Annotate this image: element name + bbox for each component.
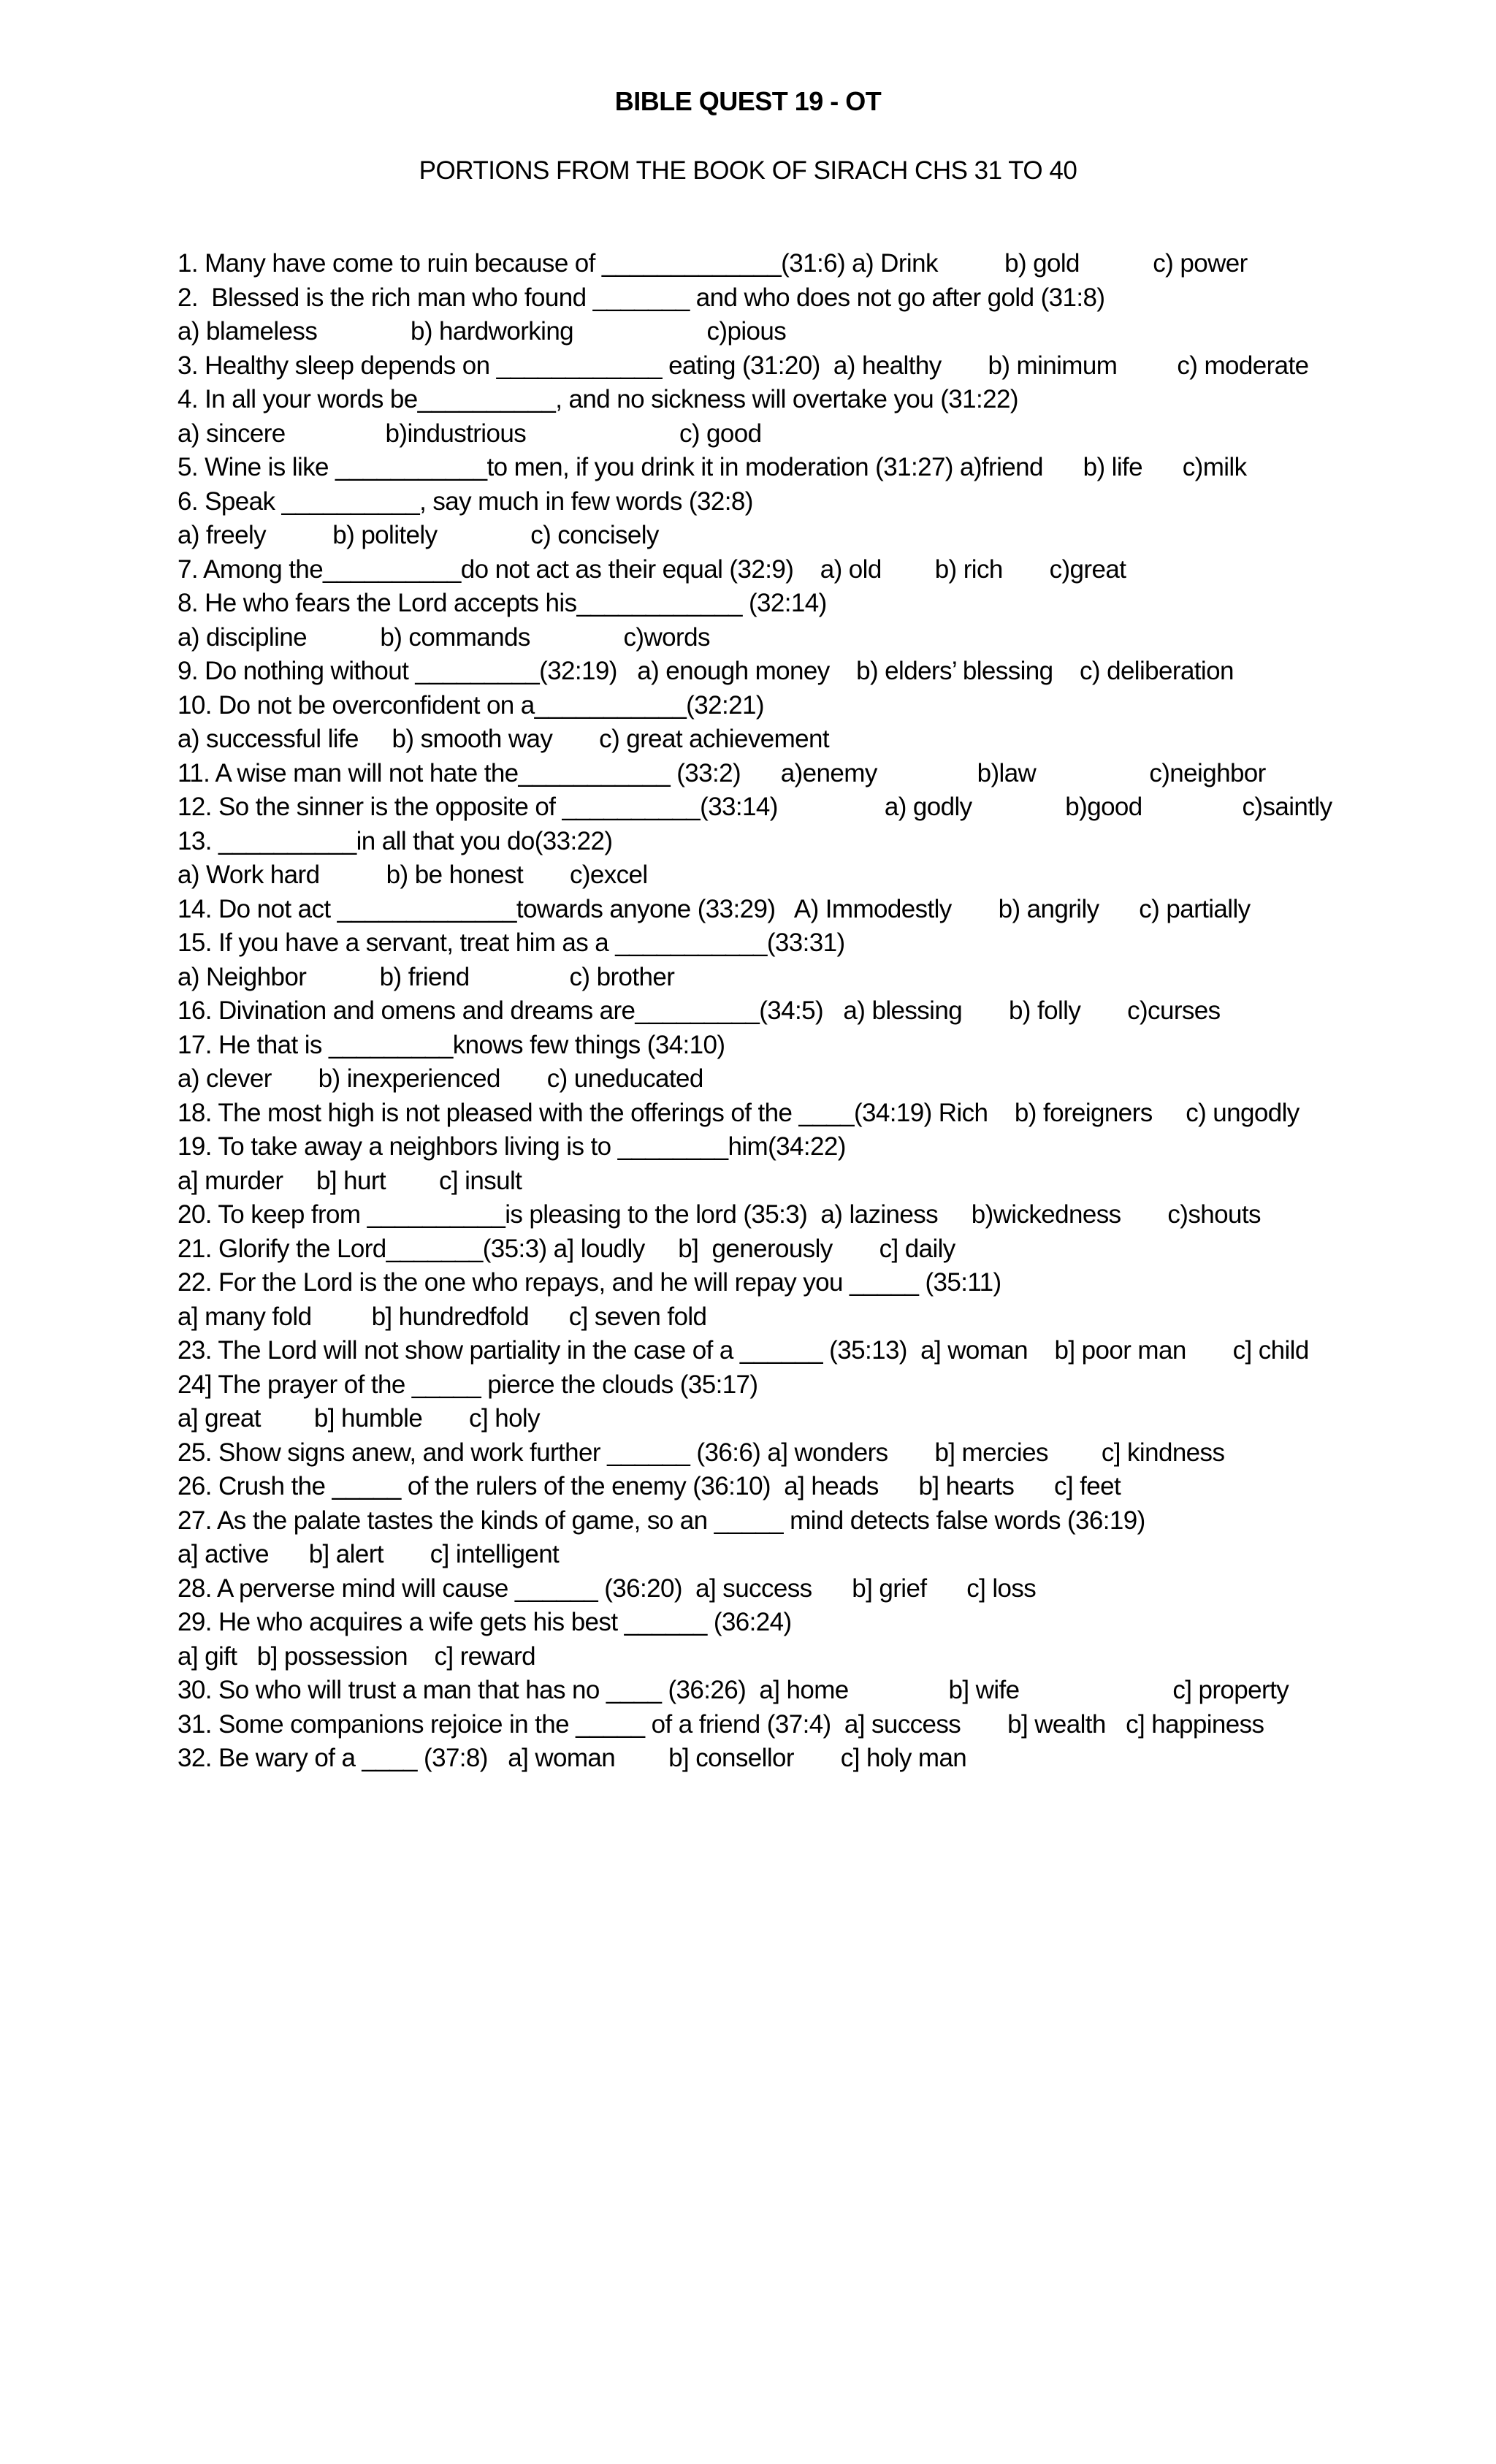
question-line: 30. So who will trust a man that has no ____ (36:26) a] home b] wife c] property — [178, 1676, 1289, 1704]
question-line: 14. Do not act _____________towards anyone (33:29) A) Immodestly b) angrily c) partially — [178, 894, 1251, 923]
question-line: 2. Blessed is the rich man who found _______ and who does not go after gold (31:8) — [178, 283, 1105, 312]
document-title: BIBLE QUEST 19 - OT — [614, 86, 882, 116]
question-line: 18. The most high is not pleased with the offerings of the ____(34:19) Rich b) foreigners c) ungodly — [178, 1098, 1300, 1127]
question-line: 23. The Lord will not show partiality in the case of a ______ (35:13) a] woman b] poor man c] child — [178, 1336, 1309, 1365]
question-line: 16. Divination and omens and dreams are_________(34:5) a) blessing b) folly c)curses — [178, 996, 1221, 1025]
question-line: 21. Glorify the Lord_______(35:3) a] loudly b] generously c] daily — [178, 1234, 955, 1263]
question-line: 11. A wise man will not hate the___________ (33:2) a)enemy b)law c)neighbor — [178, 758, 1266, 787]
question-line: 28. A perverse mind will cause ______ (36:20) a] success b] grief c] loss — [178, 1574, 1037, 1603]
question-line: 17. He that is _________knows few things (34:10) — [178, 1030, 725, 1059]
question-line: 20. To keep from __________is pleasing to the lord (35:3) a) laziness b)wickedness c)shouts — [178, 1200, 1261, 1229]
question-line: 3. Healthy sleep depends on ____________ eating (31:20) a) healthy b) minimum c) moderate — [178, 351, 1309, 380]
question-line: a) successful life b) smooth way c) great achievement — [178, 725, 830, 753]
question-line: a] gift b] possession c] reward — [178, 1641, 536, 1671]
question-line: 19. To take away a neighbors living is to ________him(34:22) — [178, 1132, 846, 1161]
question-line: 5. Wine is like ___________to men, if you drink it in moderation (31:27) a)friend b) life c)milk — [178, 453, 1247, 481]
question-line: a) sincere b)industrious c) good — [178, 419, 762, 448]
question-line: 22. For the Lord is the one who repays, and he will repay you _____ (35:11) — [178, 1268, 1001, 1297]
question-line: a) discipline b) commands c)words — [178, 622, 710, 652]
question-line: 7. Among the__________do not act as their equal (32:9) a) old b) rich c)great — [178, 554, 1126, 584]
question-line: a) Neighbor b) friend c) brother — [178, 962, 675, 991]
question-line: 9. Do nothing without _________(32:19) a) enough money b) elders’ blessing c) deliberation — [178, 657, 1234, 685]
question-line: 24] The prayer of the _____ pierce the clouds (35:17) — [178, 1370, 758, 1399]
question-line: 31. Some companions rejoice in the _____ of a friend (37:4) a] success b] wealth c] happiness — [178, 1709, 1264, 1739]
question-line: 8. He who fears the Lord accepts his____________ (32:14) — [178, 589, 827, 617]
question-line: 25. Show signs anew, and work further ______ (36:6) a] wonders b] mercies c] kindness — [178, 1438, 1225, 1467]
question-line: a] great b] humble c] holy — [178, 1404, 541, 1433]
question-line: 15. If you have a servant, treat him as a ___________(33:31) — [178, 928, 845, 957]
question-line: 26. Crush the _____ of the rulers of the enemy (36:10) a] heads b] hearts c] feet — [178, 1472, 1121, 1500]
question-line: 29. He who acquires a wife gets his best ______ (36:24) — [178, 1608, 792, 1636]
question-line: a) freely b) politely c) concisely — [178, 521, 659, 549]
question-line: 6. Speak __________, say much in few words (32:8) — [178, 487, 753, 516]
question-line: a] murder b] hurt c] insult — [178, 1166, 522, 1195]
question-list — [178, 247, 1478, 1776]
question-line: 12. So the sinner is the opposite of __________(33:14) a) godly b)good c)saintly — [178, 793, 1332, 821]
question-line: 1. Many have come to ruin because of _____________(31:6) a) Drink b) gold c) power — [178, 249, 1248, 278]
question-line: a) Work hard b) be honest c)excel — [178, 861, 648, 889]
question-line: a] active b] alert c] intelligent — [178, 1540, 560, 1568]
question-line: a] many fold b] hundredfold c] seven fold — [178, 1302, 707, 1331]
question-line: a) clever b) inexperienced c) uneducated — [178, 1064, 703, 1093]
question-line: 10. Do not be overconfident on a___________(32:21) — [178, 690, 764, 720]
question-line: a) blameless b) hardworking c)pious — [178, 317, 787, 346]
question-line: 32. Be wary of a ____ (37:8) a] woman b] consellor c] holy man — [178, 1744, 967, 1772]
question-line: 13. __________in all that you do(33:22) — [178, 826, 613, 855]
question-line: 27. As the palate tastes the kinds of game, so an _____ mind detects false words (36:19) — [178, 1506, 1145, 1535]
question-line: 4. In all your words be__________, and no sickness will overtake you (31:22) — [178, 385, 1018, 413]
document-subtitle: PORTIONS FROM THE BOOK OF SIRACH CHS 31 TO 40 — [419, 156, 1077, 185]
